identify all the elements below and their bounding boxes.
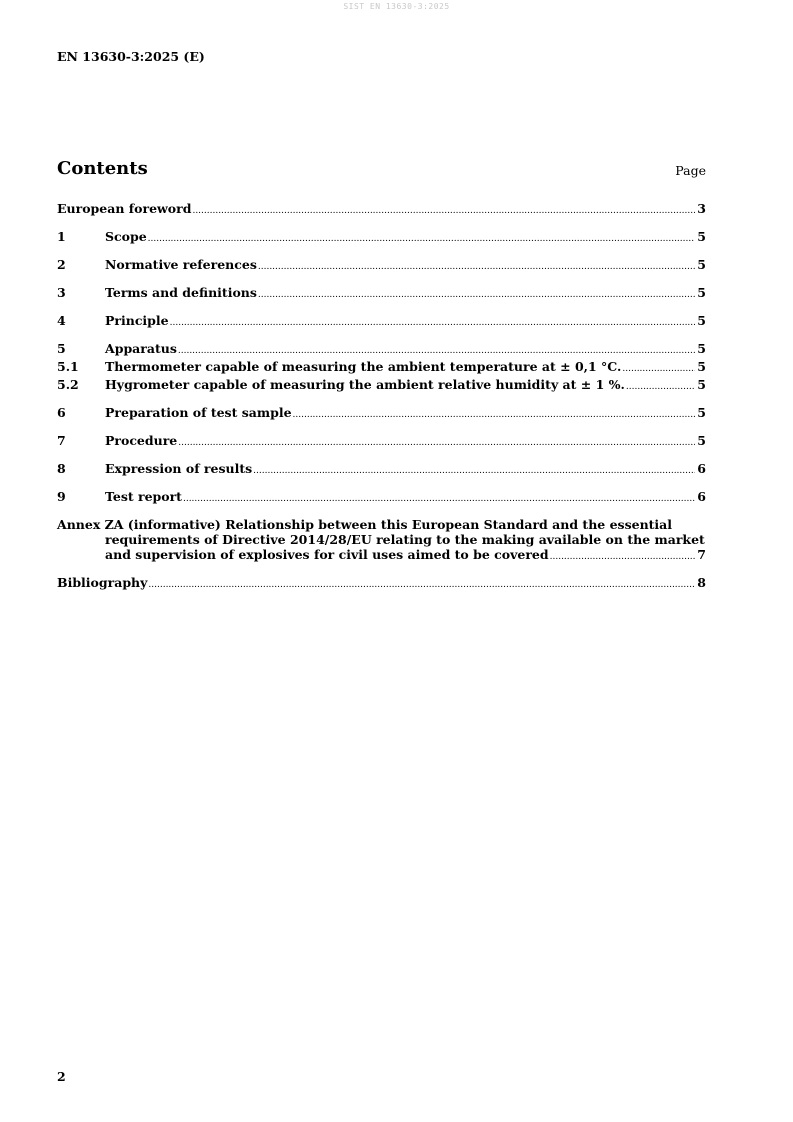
toc-entry-title: Preparation of test sample [105,405,292,420]
leader-dots [550,550,696,565]
toc-entry-9[interactable] [57,489,706,507]
leader-dots [183,492,695,507]
leader-dots [148,232,696,247]
leader-dots [170,316,696,331]
toc-entry-title: Hygrometer capable of measuring the ambient relative humidity at ± 1 %. [105,377,625,392]
toc-entry-title: Normative references [105,257,257,272]
table-of-contents [57,201,706,593]
leader-dots [258,288,695,303]
toc-entry-5-2[interactable] [57,377,706,395]
toc-entry-1[interactable] [57,229,706,247]
toc-entry-5[interactable] [57,341,706,359]
toc-entry-number: 5.1 [57,359,79,374]
toc-entry-number: 2 [57,257,66,272]
toc-entry-8[interactable] [57,461,706,479]
toc-entry-number: 7 [57,433,66,448]
toc-entry-number: 6 [57,405,66,420]
toc-entry-number: 5.2 [57,377,79,392]
toc-entry-title: Principle [105,313,169,328]
toc-entry-annex-za[interactable] [57,517,706,565]
toc-entry-title: Expression of results [105,461,253,476]
toc-entry-number: 8 [57,461,66,476]
leader-dots [178,436,695,451]
annex-title-line-1: Annex ZA (informative) Relationship between this European Standard and the essential [57,517,673,532]
toc-entry-3[interactable] [57,285,706,303]
toc-entry-6[interactable] [57,405,706,423]
document-id: EN 13630-3:2025 (E) [57,49,205,64]
toc-entry-bibliography[interactable] [57,575,706,593]
page-column-label: Page [675,163,706,178]
toc-entry-number: 9 [57,489,66,504]
toc-entry-number: 3 [57,285,66,300]
leader-dots [148,578,695,593]
leader-dots [293,408,696,423]
toc-entry-page: 5 [697,257,706,272]
page-number: 2 [57,1069,66,1084]
toc-entry-title: Procedure [105,433,178,448]
leader-dots [258,260,695,275]
toc-entry-title: European foreword [57,201,192,216]
toc-entry-page: 5 [697,377,706,392]
annex-title-line-2: requirements of Directive 2014/28/EU relating to the making available on the market [105,532,705,547]
toc-entry-number: 5 [57,341,66,356]
toc-entry-page: 6 [697,489,706,504]
leader-dots [253,464,695,479]
toc-entry-title: Apparatus [105,341,177,356]
toc-entry-title: Test report [105,489,182,504]
toc-entry-page: 5 [697,405,706,420]
contents-heading: Contents [57,158,148,179]
annex-title-line-3: and supervision of explosives for civil uses aimed to be covered [105,547,549,562]
toc-entry-page: 5 [697,229,706,244]
toc-entry-page: 8 [697,575,706,590]
toc-entry-title: Thermometer capable of measuring the ambient temperature at ± 0,1 °C. [105,359,622,374]
toc-entry-page: 5 [697,313,706,328]
toc-entry-page: 5 [697,433,706,448]
watermark: SIST EN 13630-3:2025 [343,2,450,11]
leader-dots [626,380,695,395]
toc-entry-page: 7 [697,547,706,562]
toc-entry-page: 3 [697,201,706,216]
toc-entry-number: 4 [57,313,66,328]
toc-entry-page: 5 [697,359,706,374]
toc-entry-page: 5 [697,285,706,300]
toc-entry-4[interactable] [57,313,706,331]
toc-entry-title: Scope [105,229,147,244]
leader-dots [622,362,695,377]
leader-dots [178,344,695,359]
toc-entry-5-1[interactable] [57,359,706,377]
toc-entry-title: Terms and definitions [105,285,257,300]
toc-entry-page: 5 [697,341,706,356]
toc-entry-foreword[interactable] [57,201,706,219]
toc-entry-7[interactable] [57,433,706,451]
toc-entry-number: 1 [57,229,66,244]
toc-entry-2[interactable] [57,257,706,275]
leader-dots [192,204,695,219]
toc-entry-title: Bibliography [57,575,148,590]
toc-entry-page: 6 [697,461,706,476]
